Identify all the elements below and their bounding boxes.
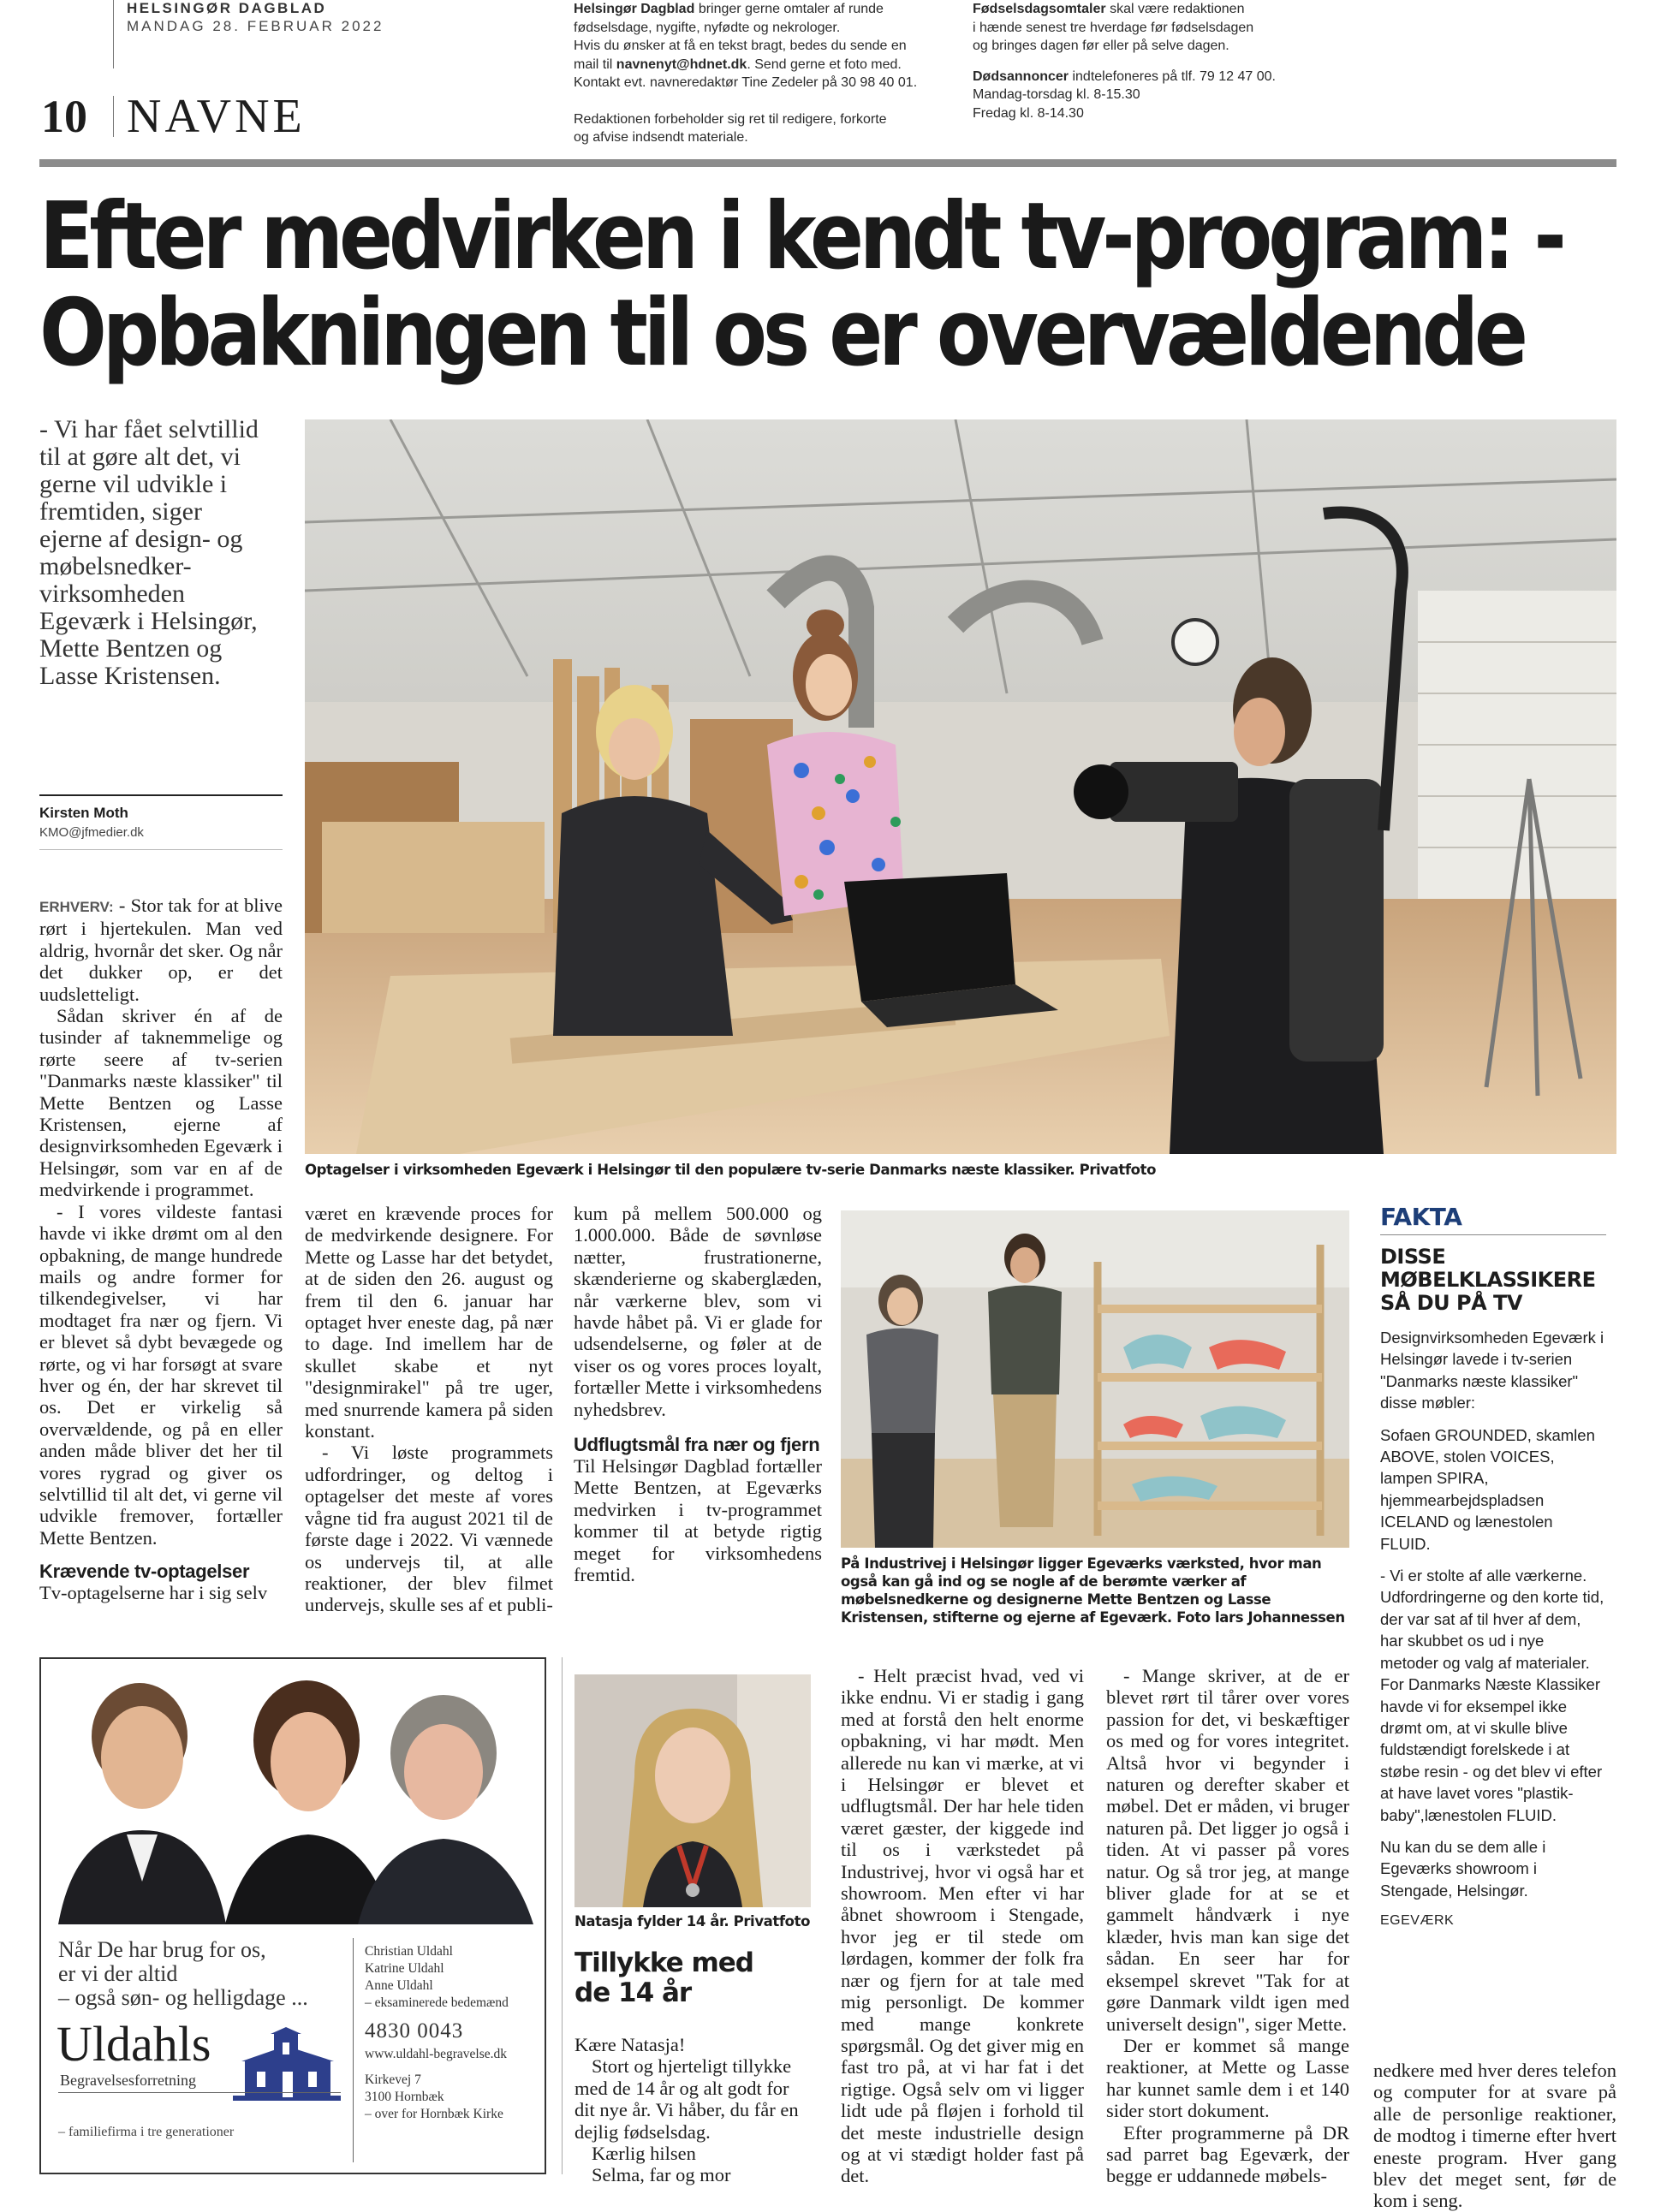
info-box-submissions: Helsingør Dagblad bringer gerne omtaler af runde fødselsdage, nygifte, nyfødte og nekrologer. Hvis du ønsker at få en tekst bragt, bedes du sende en mail til navnenyt@hdnet.dk. Send gerne et foto med. Kontakt evt. navneredaktør Tine Zedeler på 30 98 40 01. Redaktionen forbeholder sig ret til redigere, forkorte og afvise indsendt materiale. [574,2,918,145]
article-column-1: ERHVERV: - Stor tak for at blive rørt i hjertekulen. Man ved aldrig, hvornår det sker. Og når det dukker op, er det uudsletteligt. Sådan skriver én af de tusinder af taknemmelige og rørte seere af tv-serien "Danmarks næste klassiker" til Mette Bentzen og Lasse Kristensen, ejerne af designvirksomheden Egeværk i Helsingør, som var en af de medvirkende i programmet. - I vores vildeste fantasi havde vi ikke drømt om al den opbakning, de mange hundrede mails og andre former for tilkendegivelser, vi har modtaget fra nær og fjern. Vi er blevet så dybt bevægede og rørte, og vi har forsøgt at svare hver og én, der har skrevet til os. Det er virkelig så overvældende, og på en eller anden måde bliver det her til vores rygrad og giver os selvtillid til alt det, vi gerne vil udvikle fremover, fortæller Mette Bentzen. Krævende tv-optagelser Tv-optagelserne har i sig selv [39,895,283,1604]
birthday-headline: Tillykke med de 14 år [574,1947,753,2008]
headline-line-2: Opbakningen til os er overvældende [39,280,1524,387]
ad-contact: Christian Uldahl Katrine Uldahl Anne Uldahl – eksaminerede bedemænd 4830 0043 www.uldahl-begravelse.dk Kirkevej 7 3100 Hornbæk – over for Hornbæk Kirke [365,1943,539,2123]
main-photo-caption: Optagelser i virksomheden Egeværk i Helsingør til den populære tv-serie Danmarks næste klassiker. Privatfoto [305,1162,1157,1178]
byline-email[interactable]: KMO@jfmedier.dk [39,825,144,840]
ad-portrait [41,1659,545,1924]
article-column-6: nedkere med hver deres telefon og computer for at svare på alle de personlige reaktioner, de modtog i timerne efter hvert eneste program. Hver gang blev det meget sent, før de kom i seng. [1373,2060,1616,2212]
ad-brand: Uldahls [57,2016,211,2072]
subheading-udflugtsmaal: Udflugtsmål fra nær og fjern [574,1434,820,1456]
headline-line-1: Efter medvirken i kendt tv-program: - [39,183,1563,290]
fakta-box [1380,1203,1616,1932]
section-title: NAVNE [127,90,306,143]
page-number: 10 [41,91,87,142]
fakta-body: Designvirksomheden Egeværk i Helsingør lavede i tv-serien "Danmarks næste klassiker" disse møbler: Sofaen GROUNDED, skamlen ABOVE, stolen VOICES, lampen SPIRA, hjemmearbejdspladsen ICELAND og lænestolen FLUID. - Vi er stolte af alle værkerne. Udfordringerne og den korte tid, der var sat af til hver af dem, har skubbet os ud i nye metoder og valg af materialer. For Danmarks Næste Klassiker havde vi for eksempel ikke drømt om, at vi skulle blive fuldstændigt forelskede i at støbe resin - og det blev vi efter at have lavet vores "plastik-baby",lænestolen FLUID. Nu kan du se dem alle i Egeværks showroom i Stengade, Helsingør. EGEVÆRK [1380,1327,1606,1932]
issue-date: MANDAG 28. FEBRUAR 2022 [127,18,384,34]
subheading-krævende: Krævende tv-optagelser [39,1561,250,1583]
main-photo [305,419,1616,1154]
byline-name: Kirsten Moth [39,805,128,821]
byline-rule-bottom [39,849,283,850]
fakta-rule [1380,1234,1606,1235]
byline-rule [39,794,283,796]
ad-brand-rule [58,2092,341,2093]
ad-family-photo [41,1659,545,1924]
article-column-3: kum på mellem 500.000 og 1.000.000. Både de søvnløse nætter, frustrationerne, skænderierne og skaberglæden, når værkerne blev, som vi havde håbet på. Vi er glade for udsendelserne, og føler at de viser os og vores proces loyalt, fortæller Mette i virksomhedens nyhedsbrev. Udflugtsmål fra nær og fjern Til Helsingør Dagblad fortæller Mette Bentzen, at Egeværks medvirken i tv-programmet kommer til at betyde rigtig meget for virksomhedens fremtid. [574,1203,822,1586]
info-box-birthdays: Fødselsdagsomtaler skal være redaktionen i hænde senest tre hverdage før fødselsdagen og bringes dagen før eller på selve dagen. Dødsannoncer indtelefoneres på tlf. 79 12 47 00. Mandag-torsdag kl. 8-15.30 Fredag kl. 8-14.30 [973,2,1276,121]
headline [39,183,1563,387]
showroom-photo [841,1210,1349,1548]
info-lead: Helsingør Dagblad [574,2,695,16]
masthead-rule [39,159,1616,167]
fakta-title: DISSE MØBELKLASSIKERE SÅ DU PÅ TV [1380,1245,1596,1315]
fakta-label: FAKTA [1380,1203,1462,1231]
section-label: ERHVERV: [39,899,114,915]
second-photo-caption: På Industrivej i Helsingør ligger Egeværks værksted, hvor man også kan gå ind og se nogle af de berømte værker af møbelsnedkerne og designerne Mette Bentzen og Lasse Kristensen, stifterne og ejerne af Egeværk. Foto lars Johannessen [841,1555,1345,1626]
ad-phone[interactable]: 4830 0043 [365,2019,464,2043]
fakta-source: EGEVÆRK [1380,1913,1455,1929]
ad-tagline: Når De har brug for os, er vi der altid – også søn- og helligdage ... [58,1937,308,2010]
ad-divider [353,1938,354,2162]
section-divider [113,96,114,137]
birthday-box [562,1657,823,2186]
birthday-photo [574,1674,811,1907]
funeral-ad [39,1657,546,2174]
ad-website[interactable]: www.uldahl-begravelse.dk [365,2047,507,2061]
second-photo [841,1210,1349,1548]
portrait-girl [574,1674,811,1907]
birthday-body: Kære Natasja! Stort og hjerteligt tillykke med de 14 år og alt godt for dit nye år. Vi håber, du får en dejlig fødselsdag. Kærlig hilsen Selma, far og mor [574,2034,799,2186]
article-column-5: - Mange skriver, at de er blevet rørt til tårer over vores passion for det, vi beskæftiger os med og for vores integritet. Altså hvor vi begynder i naturen og derefter skaber et møbel. Det er måden, vi bruger naturen på. Det ligger jo også i tiden. At vi passer på vores natur. Og så tror jeg, at mange bliver glade for at se et gammelt håndværk i nye klæder, hvis man kan sige det sådan. En seer har for eksempel skrevet "Tak for at gøre Danmark vildt igen med universelt design", siger Mette. Der er kommet så mange reaktioner, at Mette og Lasse har kunnet samle dem i et 140 sider stort dokument. Efter programmerne på DR sad parret bag Egeværk, der begge er uddannede møbels- [1106,1665,1349,2187]
article-column-2: været en krævende proces for de medvirkende designere. For Mette og Lasse har det betydet, at de siden den 26. august og frem til den 6. januar har optaget hver eneste dag, på nær to dage. Ind imellem har de skullet skabe et nyt "designmirakel" på tre uger, med snurrende kamera på siden konstant. - Vi løste programmets udfordringer, og deltog i optagelser det meste af vores vågne tid fra august 2021 til de første dage i 2022. Vi vænnede os undervejs til, at alle reaktioner, der blev filmet undervejs, skulle ses af et publi- [305,1203,553,1616]
article-column-4: - Helt præcist hvad, ved vi ikke endnu. Vi er stadig i gang med at forstå den helt enorme opbakning, vi har mødt. Men allerede nu kan vi mærke, at vi i Helsingør er blevet et udflugtsmål. Der har hele tiden været gæster, der kiggede ind til os i værkstedet på Industrivej, hvor vi også har et showroom. Men efter vi har åbnet showroom i Stengade, hvor jeg er til stede om lørdagen, kommer der folk fra nær og fjern for at tale med mig personligt. De kommer med mange konkrete spørgsmål. Og det giver mig en fast tro på, at vi har fat i det rigtige. Også selv om vi ligger lidt ude på fløjen i forhold til det meste industrielle design og at vi stædigt holder fast på det. [841,1665,1084,2187]
article-lead: - Vi har fået selvtillid til at gøre alt det, vi gerne vil udvikle i fremtiden, siger ejerne af design- og møbelsnedker- virksomheden Egeværk i Helsingør, Mette Bentzen og Lasse Kristensen. [39,415,259,690]
masthead [0,0,1655,171]
workshop-photo [305,419,1616,1154]
birthday-caption: Natasja fylder 14 år. Privatfoto [574,1913,811,1930]
top-left-vertical-rule [113,0,114,68]
submission-email-link[interactable]: navnenyt@hdnet.dk [616,56,747,72]
paper-name: HELSINGØR DAGBLAD [127,0,327,16]
ad-brand-sub: Begravelsesforretning [60,2072,196,2089]
ad-brand-tag: – familiefirma i tre generationer [58,2125,235,2139]
